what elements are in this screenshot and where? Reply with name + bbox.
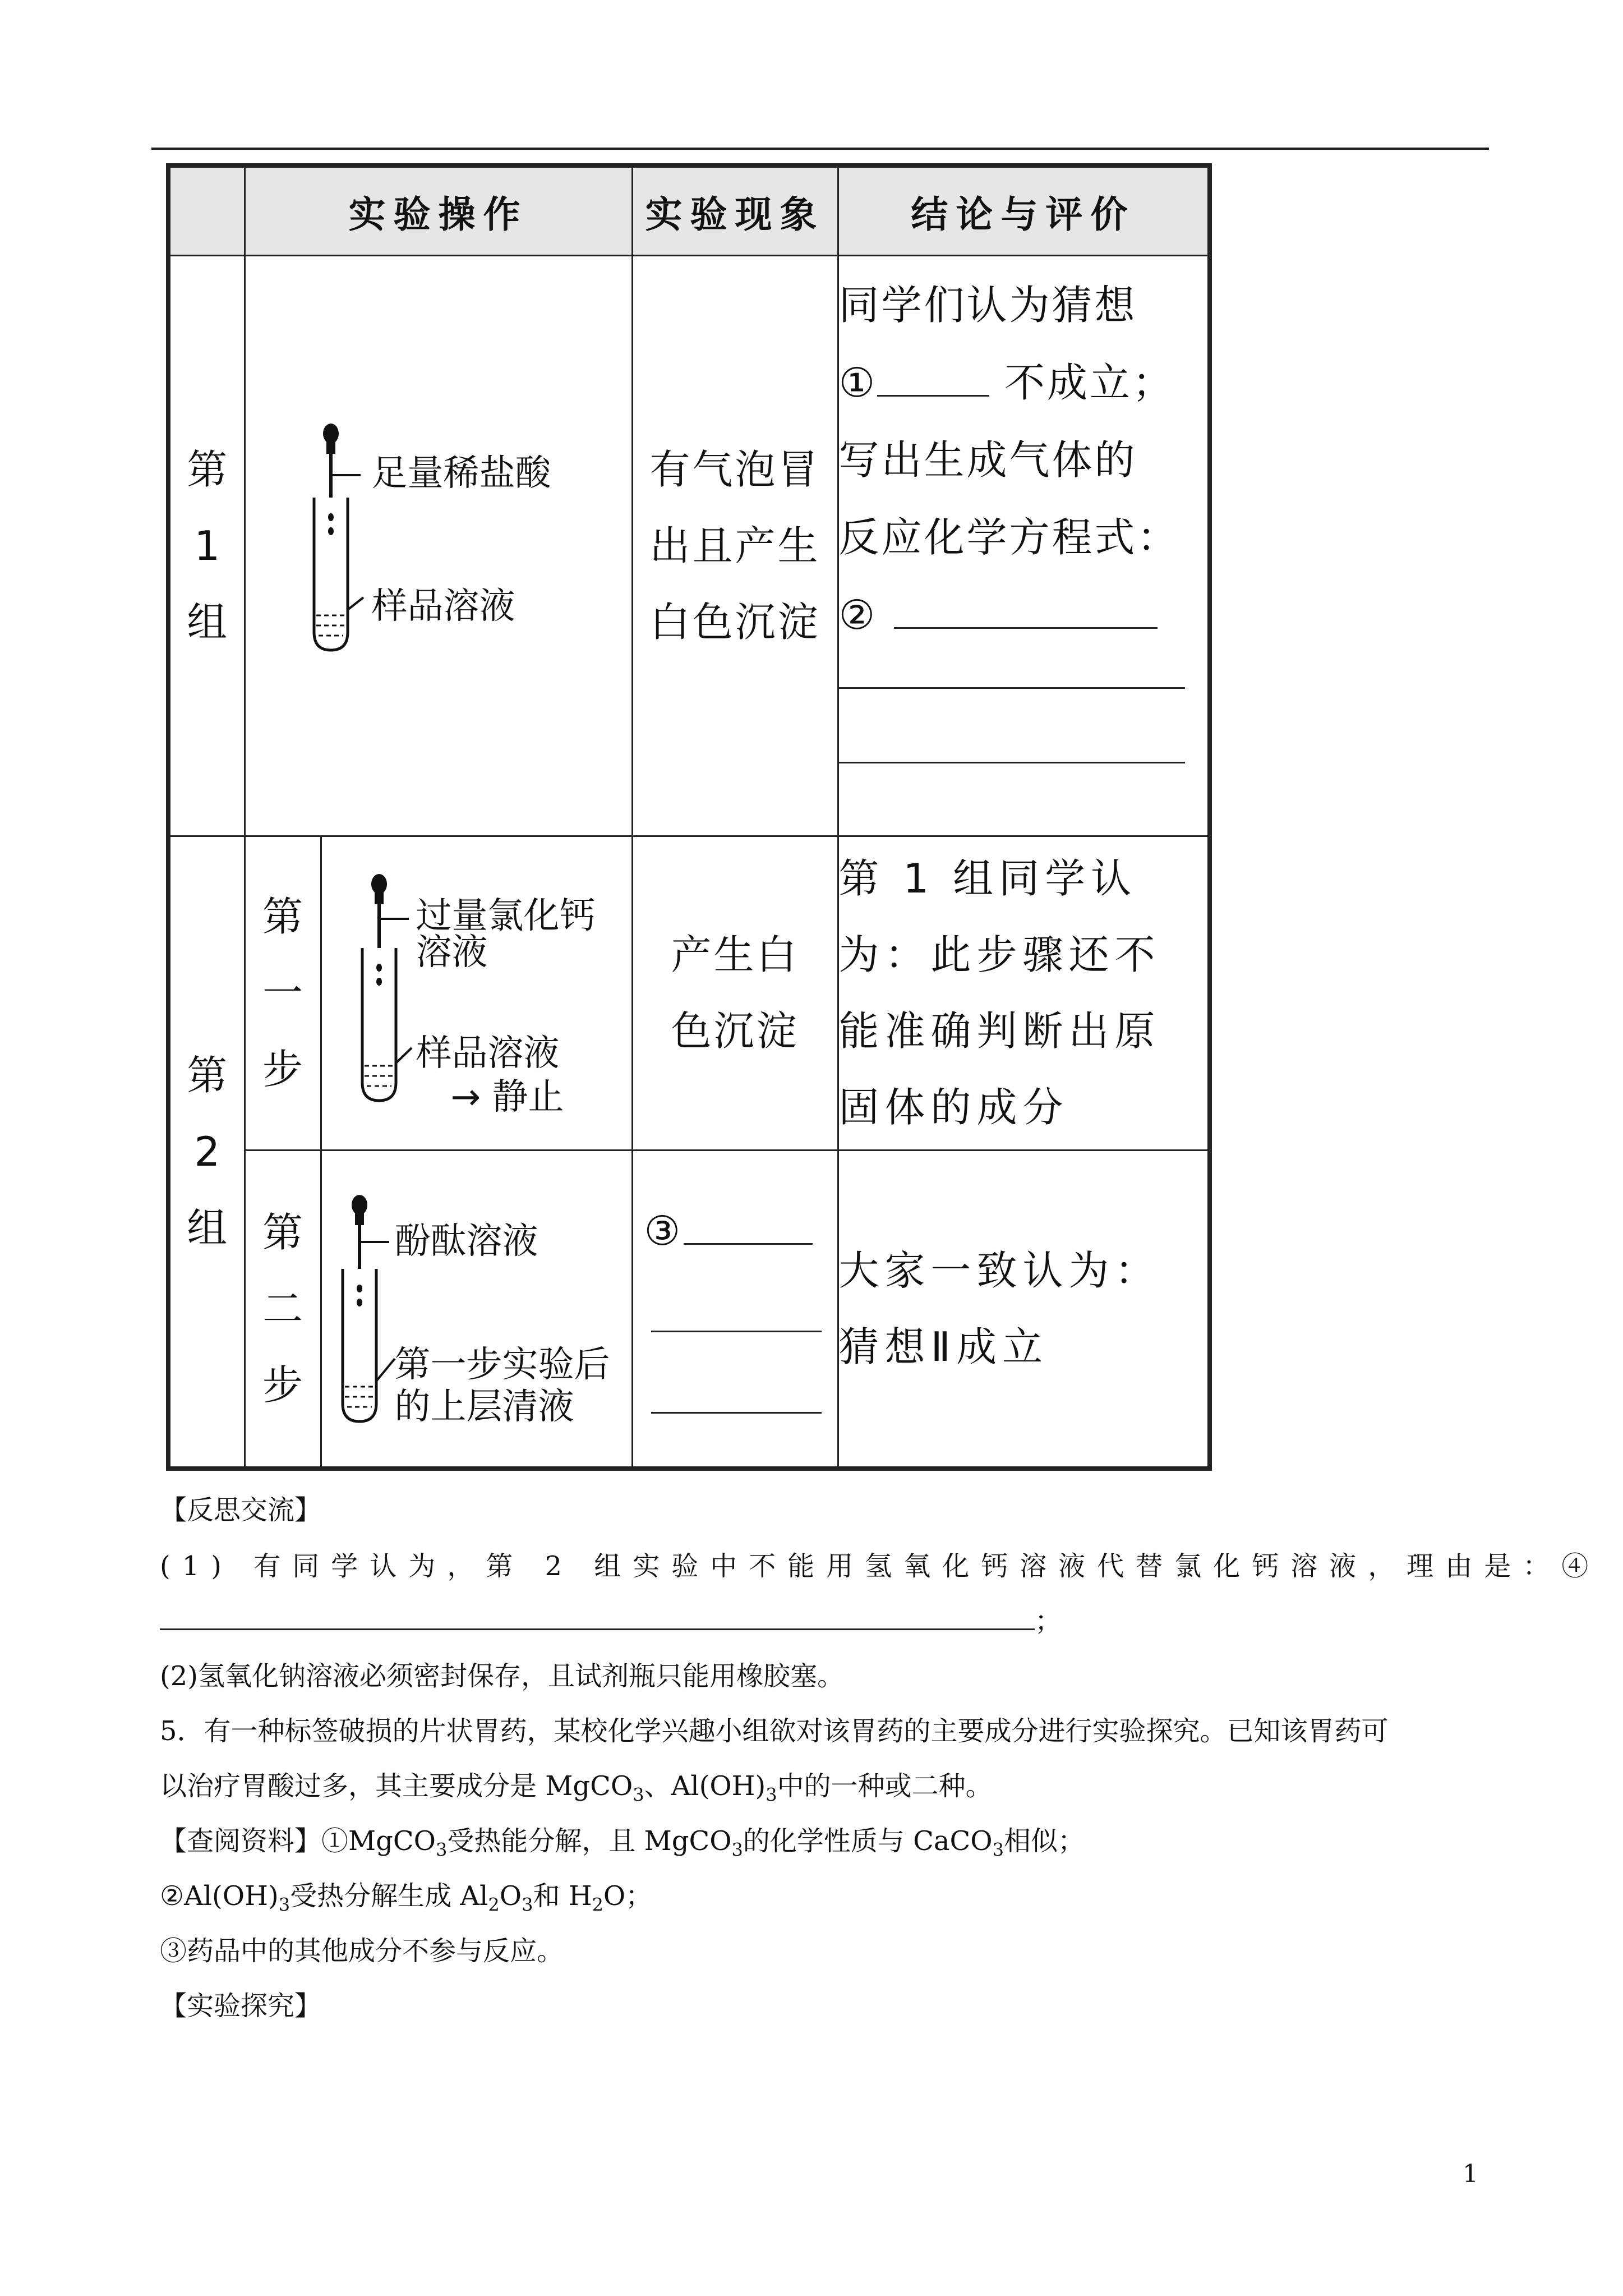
dropper-label-1: 过量氯化钙 xyxy=(416,895,596,937)
header-corner xyxy=(168,165,245,255)
experiment-table xyxy=(166,163,1212,1471)
test-tube-dropper-icon xyxy=(307,419,369,655)
answer-blank-3c[interactable] xyxy=(651,1412,822,1414)
reference-info-3: ③药品中的其他成分不参与反应。 xyxy=(160,1935,564,1967)
step1-phenomenon: 产生白 色沉淀 xyxy=(632,836,838,1150)
tube-label-1: 第一步实验后 xyxy=(394,1343,610,1386)
table-row-group2-step1 xyxy=(168,836,1210,1150)
header-rule xyxy=(151,148,1489,150)
step2-label: 第 二 步 xyxy=(245,1150,321,1469)
dropper-label: 足量稀盐酸 xyxy=(371,452,551,494)
answer-blank-3[interactable] xyxy=(684,1243,813,1245)
tube-label-2: 的上层清液 xyxy=(394,1386,574,1428)
tube-label: 样品溶液 xyxy=(371,585,515,627)
answer-blank-4[interactable] xyxy=(160,1628,1035,1630)
reference-info-2: $②Al(OH)_3$受热分解生成 $Al_2O_3$和 $H_2O$； xyxy=(160,1880,653,1916)
reflection-heading: 【反思交流】 xyxy=(160,1494,322,1526)
dropper-label-2: 溶液 xyxy=(416,931,488,973)
answer-blank-2c[interactable] xyxy=(839,728,1186,763)
problem-5-line-1: 5．有一种标签破损的片状胃药，某校化学兴趣小组欲对该胃药的主要成分进行实验探究。已知该胃药可 xyxy=(160,1715,1389,1747)
header-conclusion: 结论与评价 xyxy=(838,165,1210,255)
group1-label: 第 1 组 xyxy=(168,255,245,836)
answer-blank-1[interactable] xyxy=(877,395,989,397)
question-1: (1) 有同学认为，第 2 组实验中不能用氢氧化钙溶液代替氯化钙溶液，理由是：④ xyxy=(160,1550,1601,1582)
answer-blank-2b[interactable] xyxy=(839,654,1186,689)
arrow-label: → 静止 xyxy=(450,1076,564,1118)
group1-conclusion: 同学们认为猜想 ① 不成立； 写出生成气体的 反应化学方程式： ② xyxy=(838,255,1210,836)
explore-heading: 【实验探究】 xyxy=(160,1990,322,2022)
tube-label: 样品溶液 xyxy=(416,1032,560,1074)
group1-operation xyxy=(245,255,632,836)
answer-blank-3b[interactable] xyxy=(651,1331,822,1332)
header-operation: 实验操作 xyxy=(245,165,632,255)
answer-blank-2[interactable] xyxy=(894,627,1158,629)
step1-conclusion: 第 1 组同学认 为：此步骤还不 能准确判断出原 固体的成分 xyxy=(838,836,1210,1150)
dropper-label: 酚酞溶液 xyxy=(394,1220,538,1262)
group2-label: 第 2 组 xyxy=(168,836,245,1469)
step2-conclusion: 大家一致认为： 猜想Ⅱ成立 xyxy=(838,1150,1210,1469)
test-tube-dropper-icon xyxy=(356,869,417,1105)
reference-info-1: 【查阅资料】①MgCO$_3$受热能分解，且 MgCO$_3$的化学性质与 CaCO$_3$相似； xyxy=(160,1825,1085,1861)
test-tube-dropper-icon xyxy=(336,1190,398,1426)
step1-label: 第 一 步 xyxy=(245,836,321,1150)
header-phenomenon: 实验现象 xyxy=(632,165,838,255)
table-row-group1 xyxy=(168,255,1210,836)
step2-operation xyxy=(321,1150,632,1469)
step1-operation xyxy=(321,836,632,1150)
table-header-row xyxy=(168,165,1210,255)
page-number: 1 xyxy=(1463,2160,1478,2188)
problem-5-line-2: 以治疗胃酸过多，其主要成分是 MgCO$_3$、$Al(OH)_3$中的一种或二种。 xyxy=(160,1770,993,1806)
step2-phenomenon: ③ xyxy=(632,1150,838,1469)
table-row-group2-step2 xyxy=(168,1150,1210,1469)
question-1-answer-line: ； xyxy=(160,1604,1062,1638)
group1-phenomenon: 有气泡冒 出且产生 白色沉淀 xyxy=(632,255,838,836)
question-2: (2)氢氧化钠溶液必须密封保存，且试剂瓶只能用橡胶塞。 xyxy=(160,1660,844,1692)
